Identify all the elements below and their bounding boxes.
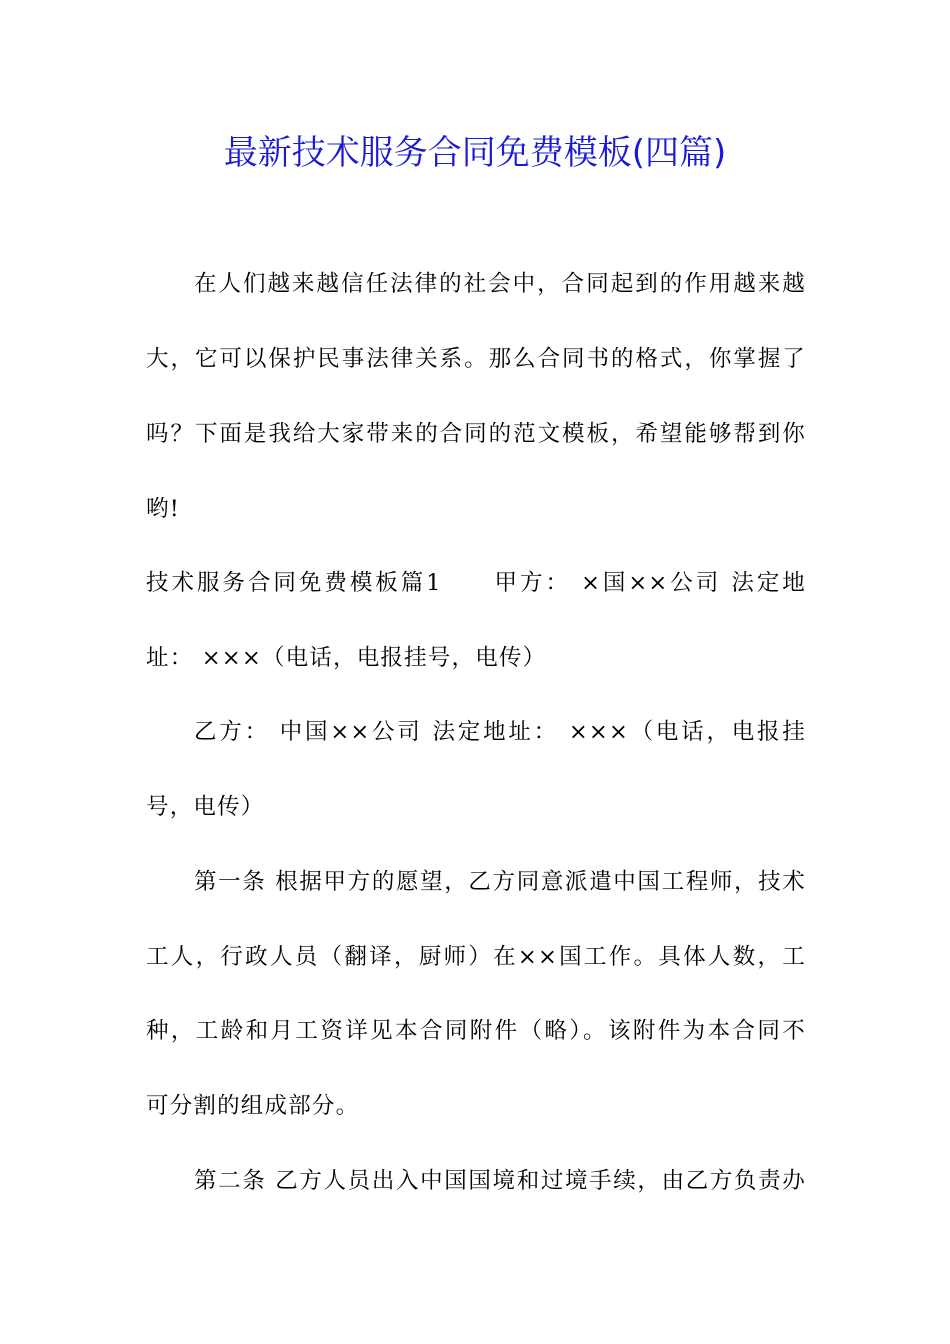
paragraph-line: 乙方： 中国××公司 法定地址： ×××（电话，电报挂	[194, 719, 806, 745]
paragraph-line: 工人，行政人员（翻译，厨师）在××国工作。具体人数，工	[146, 944, 806, 970]
paragraph-line: 可分割的组成部分。	[146, 1093, 360, 1119]
paragraph-line: 哟!	[146, 496, 180, 522]
paragraph-line: 第二条 乙方人员出入中国国境和过境手续，由乙方负责办	[194, 1168, 806, 1194]
paragraph-line: 址： ×××（电话，电报挂号，电传）	[146, 645, 547, 671]
paragraph-line: 号，电传）	[146, 794, 265, 820]
paragraph-line: 种，工龄和月工资详见本合同附件（略）。该附件为本合同不	[146, 1018, 806, 1044]
paragraph-line: 技术服务合同免费模板篇1 甲方： ×国××公司 法定地	[146, 570, 806, 596]
document-title: 最新技术服务合同免费模板(四篇)	[223, 133, 727, 173]
paragraph-line: 吗？下面是我给大家带来的合同的范文模板，希望能够帮到你	[146, 421, 806, 447]
paragraph-line: 大，它可以保护民事法律关系。那么合同书的格式，你掌握了	[146, 346, 806, 372]
paragraph-line: 在人们越来越信任法律的社会中，合同起到的作用越来越	[194, 271, 806, 297]
paragraph-line: 第一条 根据甲方的愿望，乙方同意派遣中国工程师，技术	[194, 869, 806, 895]
